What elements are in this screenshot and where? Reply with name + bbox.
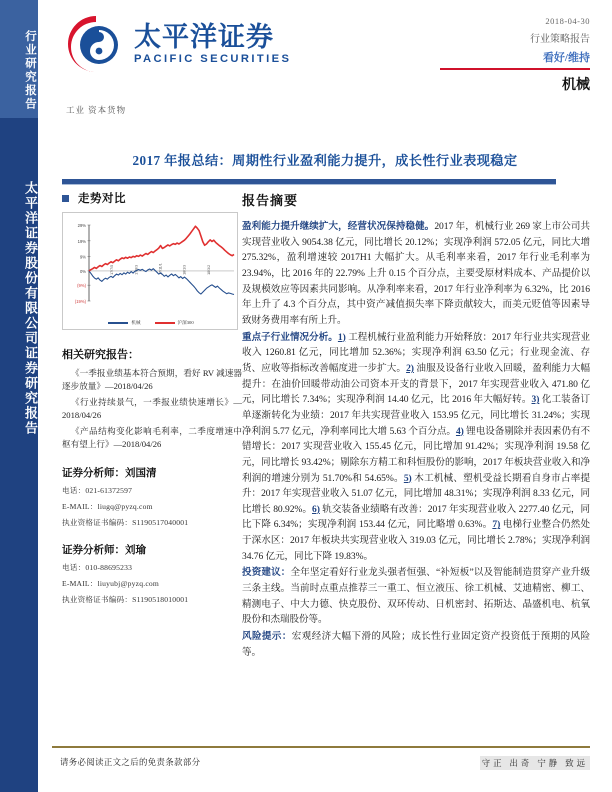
svg-text:18/1/3: 18/1/3 bbox=[182, 264, 187, 275]
summary-paragraph: 风险提示：宏观经济大幅下滑的风险；成长性行业固定资产投资低于预期的风险等。 bbox=[242, 631, 590, 658]
footer-slogan: 守正 出奇 宁静 致远 bbox=[480, 756, 590, 770]
summary-paragraph: 重点子行业情况分析。1) 工程机械行业盈利能力开始释放：2017 年行业共实现营业收入 1260.81 亿元，同比增加 52.36%；实现净利润 63.50 亿元；行业现金流、存货、应收等指标改善幅度进一步扩大。2) 油服及设备行业收入回暖，盈利能力大幅提升：在油价回暖带动油公司资本开支的背景下，2017 年实现营业收入 471.80 亿元，同比增长 7.34%；实现净利润 14.40 亿元，比 2016 年大幅好转。3) 化工装备订单逐渐转化为业绩：2017 年共实现营业收入 153.95 亿元，同比增长 31.24%；实现净利润 5.77 亿元，净利率同比大增 5.63 个百分点。4) 锂电设备剔除并表因素仍有不错增长：2017 实现营业收入 155.45 亿元，同比增加 91.42%；实现净利润 19.58 亿元，同比增长 93.42%；剔除东方精工和科恒股份的影响，2017 年板块营业收入和净利润的增速分别为 51.70%和 54.65%。5) 木工机械、塑机受益长期看自身市占率提升：2017 年实现营业收入 51.07 亿元，同比增加 48.31%；实现净利润 8.33 亿元，同比增长 80.92%。6) 轨交装备业绩略有改善：2017 年实现营业收入 2277.40 亿元，同比下降 6.34%；实现净利润 153.44 亿元，同比略增 0.63%。7) 电梯行业整合仍然处于深水区：2017 年板块共实现营业收入 319.03 亿元，同比增长 2.78%；实现净利润 34.76 亿元，同比下降 19.83%。 bbox=[242, 331, 590, 562]
svg-text:0%: 0% bbox=[79, 268, 86, 274]
sub-item-marker: 5) bbox=[403, 472, 412, 484]
svg-text:29%: 29% bbox=[77, 223, 86, 228]
legend-label-1: 沪深300 bbox=[177, 320, 194, 325]
svg-text:17/8/3: 17/8/3 bbox=[134, 264, 139, 275]
svg-text:(19%): (19%) bbox=[74, 299, 86, 304]
page-footer bbox=[38, 740, 612, 792]
related-report-item[interactable]: 《一季报业绩基本符合预期，看好 RV 减速器逐步放量》—2018/04/26 bbox=[62, 368, 242, 392]
summary-body bbox=[242, 219, 590, 660]
paragraph-lead: 重点子行业情况分析。 bbox=[242, 331, 338, 343]
svg-text:17/7/5: 17/7/5 bbox=[110, 264, 115, 275]
sub-item-marker: 3) bbox=[531, 394, 540, 406]
footer-divider bbox=[52, 746, 590, 748]
analyst-license: 执业资格证书编码：S1190518010001 bbox=[62, 595, 189, 605]
paragraph-lead: 盈利能力提升继续扩大，经营状况保持稳健。 bbox=[242, 221, 435, 232]
legend-label-0: 机械 bbox=[131, 320, 141, 325]
legend-swatch-0 bbox=[108, 322, 128, 324]
summary-title: 报告摘要 bbox=[242, 193, 299, 208]
sub-item-marker: 7) bbox=[492, 519, 501, 531]
report-header bbox=[38, 0, 612, 140]
chart-section-header bbox=[62, 190, 242, 206]
sidebar-bottom-band bbox=[0, 118, 38, 792]
sub-item-marker: 2) bbox=[406, 362, 414, 374]
sidebar-top-label: 行业研究报告 bbox=[24, 29, 36, 111]
sub-item-marker: 1) bbox=[337, 331, 346, 343]
brand-wordmark bbox=[134, 23, 291, 65]
summary-paragraph: 盈利能力提升继续扩大，经营状况保持稳健。2017 年，机械行业 269 家上市公司共实现营业收入 9054.38 亿元，同比增长 20.12%；实现净利润 572.05 亿元，同比大增 275.32%，盈利增速较 2017H1 大幅扩大。从毛利率来看，2017 年行业毛利率为 23.94%，比 2016 年的 22.79% 上升 0.15 个百分点，主要受原材料成本、产品提价以及规模效应等因素共同影响。从净利率来看，2017 年行业净利率为 6.32%，比 2016 年上升了 4.3 个百分点，其中资产减值损失率下降贡献较大，而美元贬值等因素导致财务费用率有所上升。 bbox=[242, 221, 591, 326]
rating-badge: 看好/维持 bbox=[542, 52, 590, 64]
content-columns bbox=[38, 190, 612, 740]
page-title-bar bbox=[38, 142, 612, 176]
analyst-block bbox=[62, 542, 242, 605]
sidebar-bottom-label: 太平洋证券股份有限公司证券研究报告 bbox=[23, 180, 38, 436]
svg-text:17/11/1: 17/11/1 bbox=[158, 263, 163, 275]
trend-chart-svg bbox=[63, 213, 239, 331]
page-title: 2017 年报总结：周期性行业盈利能力提升，成长性行业表现稳定 bbox=[132, 152, 518, 168]
legend-item-0 bbox=[108, 320, 140, 326]
left-column bbox=[62, 190, 242, 610]
analyst-license: 执业资格证书编码：S1190517040001 bbox=[62, 518, 189, 528]
header-red-divider bbox=[440, 68, 590, 70]
related-report-item[interactable]: 《行业持续景气，一季报业绩快速增长》—2018/04/26 bbox=[62, 397, 242, 421]
square-bullet-icon bbox=[62, 195, 69, 202]
analyst-name: 证券分析师：刘国清 bbox=[62, 468, 157, 480]
header-meta bbox=[340, 16, 590, 65]
svg-text:(9%): (9%) bbox=[77, 283, 86, 289]
related-reports-title: 相关研究报告： bbox=[62, 349, 139, 361]
brand-name-cn: 太平洋证券 bbox=[134, 21, 274, 52]
analyst-block bbox=[62, 465, 242, 528]
sub-item-marker: 4) bbox=[455, 425, 464, 437]
sidebar-top-band bbox=[0, 0, 38, 118]
paragraph-lead: 风险提示： bbox=[242, 631, 292, 643]
svg-text:19%: 19% bbox=[77, 238, 86, 244]
performance-chart bbox=[62, 212, 238, 330]
sector-tags: 工业 资本货物 bbox=[66, 105, 127, 115]
footer-disclaimer: 请务必阅读正文之后的免责条款部分 bbox=[60, 758, 201, 767]
legend-swatch-1 bbox=[155, 322, 175, 324]
analyst-email[interactable]: E-MAIL：liugq@pyzq.com bbox=[62, 502, 153, 512]
report-type: 行业策略报告 bbox=[530, 34, 590, 45]
summary-paragraph: 投资建议：全年坚定看好行业龙头强者恒强、“补短板”以及智能制造贯穿产业升级三条主线。当前时点重点推荐三一重工、恒立液压、徐工机械、艾迪精密、柳工、精测电子、中大力德、快克股份、双环传动、日机密封、拓斯达、晶盛机电、杭氧股份和杰瑞股份等。 bbox=[242, 567, 591, 626]
svg-text:18/3/2: 18/3/2 bbox=[206, 264, 211, 275]
chart-legend bbox=[63, 320, 239, 326]
sub-item-marker: 6) bbox=[312, 503, 320, 515]
related-report-item[interactable]: 《产品结构变化影响毛利率，二季度增速中枢有望上行》—2018/04/26 bbox=[62, 426, 242, 450]
analyst-name: 证券分析师：刘瑜 bbox=[62, 545, 146, 557]
brand-name-en: PACIFIC SECURITIES bbox=[134, 53, 292, 66]
analyst-phone: 电话：021-61372597 bbox=[62, 486, 133, 496]
title-blue-rule bbox=[62, 179, 556, 184]
legend-item-1 bbox=[155, 320, 194, 326]
left-sidebar bbox=[0, 0, 38, 792]
chart-section-title: 走势对比 bbox=[78, 193, 126, 205]
paragraph-lead: 投资建议： bbox=[242, 567, 291, 579]
industry-name: 机械 bbox=[562, 78, 590, 93]
pacific-securities-logo-icon bbox=[66, 14, 128, 74]
brand-logo bbox=[66, 14, 291, 74]
report-date: 2018-04-30 bbox=[545, 16, 590, 26]
right-column bbox=[242, 190, 590, 661]
analyst-email[interactable]: E-MAIL：liuyubj@pyzq.com bbox=[62, 579, 160, 589]
analyst-phone: 电话：010-88695233 bbox=[62, 563, 133, 573]
svg-text:9%: 9% bbox=[79, 254, 86, 260]
